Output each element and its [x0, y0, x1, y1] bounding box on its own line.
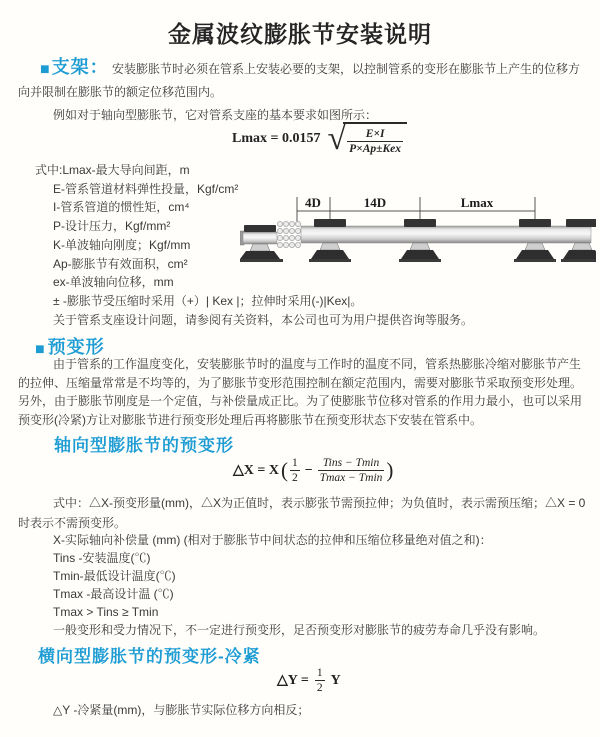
temp-fraction-denominator: Tmax − Tmin	[319, 472, 383, 485]
definition-line: ex-单波轴向位移，mm	[53, 275, 174, 290]
pipe-support-diagram	[240, 190, 596, 288]
transverse-subsection-heading: 横向型膨胀节的预变形-冷紧	[38, 647, 261, 666]
radical-sign: √	[327, 119, 347, 157]
definition-line: Tins -安装温度(℃)	[53, 551, 151, 566]
transverse-formula-rhs: Y	[330, 672, 341, 688]
definition-line: I-管系管道的惯性矩，cm⁴	[53, 200, 190, 215]
definition-line: Tmax > Tins ≥ Tmin	[53, 605, 159, 620]
minus-sign: −	[304, 462, 313, 478]
open-paren: (	[280, 458, 288, 483]
section-square-icon: ■	[35, 341, 46, 358]
support-section-heading: 支架：	[51, 57, 109, 77]
transverse-formula-lhs: △Y =	[277, 673, 309, 689]
predeform-paragraph: 由于管系的工作温度变化，安装膨胀节时的温度与工作时的温度不同，管系热膨胀冷缩对膨胀节产生的拉伸、压缩量常常是不均等的，为了膨胀节变形范围控制在额定范围内，需要对膨胀节采取预变形处理。另外，由于膨胀节刚度是一个定值，与补偿量成正比。为了使膨胀节位移对管系的作用力最小，也可以采用预变形(冷紧)方让对膨胀节进行预变形处理后再将膨胀节在预变形状态下安装在管系中。	[18, 357, 583, 427]
lmax-formula-denominator: P×Ap±Kex	[349, 143, 401, 156]
temp-fraction-numerator: Tins − Tmin	[322, 457, 380, 469]
page-title: 金属波纹膨胀节安装说明	[168, 21, 432, 47]
definition-line: 一般变形和受力情况下，不一定进行预变形，足否预变形对膨胀节的疲劳寿命几乎没有影响。	[53, 623, 546, 638]
axial-subsection-heading: 轴向型膨胀节的预变形	[54, 436, 234, 455]
half-numerator: 1	[291, 457, 298, 469]
dim-label-4d: 4D	[305, 195, 321, 210]
left-pipe-segment	[243, 232, 277, 244]
dim-label-lmax: Lmax	[460, 195, 494, 210]
radicand	[343, 122, 407, 157]
axial-formula	[233, 456, 395, 486]
lmax-formula-coefficient: Lmax = 0.0157	[232, 131, 321, 147]
axial-formula-lhs: △X = X	[233, 463, 279, 479]
definition-line: 关于管系支座设计问题，请参阅有关资料，本公司也可为用户提供咨询等服务。	[53, 312, 474, 327]
dim-label-14d: 14D	[363, 195, 387, 210]
definition-line: Ap-膨胀节有效面积，cm²	[53, 256, 188, 271]
support-intro-paragraph	[18, 56, 585, 103]
definition-line: Tmax -最高设计温 (℃)	[53, 587, 174, 602]
lmax-formula-numerator: E×I	[365, 128, 385, 140]
lmax-formula	[232, 119, 407, 157]
half-numerator: 1	[316, 667, 323, 679]
axial-note-paragraph: 式中：△X-预变形量(mm)，△X为正值时，表示膨张节需预拉伸；为负值时，表示需预压缩；△X = 0时表示不需预变形。	[18, 496, 586, 530]
axial-definition-list	[53, 531, 545, 640]
definition-line: 式中:Lmax-最大导向间距，m	[35, 163, 190, 177]
bellows-icon	[277, 221, 300, 247]
definition-line: P-设计压力，Kgf/mm²	[53, 219, 171, 234]
section-square-icon: ■	[40, 61, 50, 78]
main-pipe	[301, 226, 591, 243]
transverse-note-line: △Y -冷紧量(mm)，与膨胀节实际位移方向相反；	[53, 703, 310, 717]
definition-line: ± -膨胀节受压缩时采用（+）| Kex |；拉伸时采用(-)|Kex|。	[53, 293, 363, 308]
transverse-formula	[277, 666, 341, 696]
close-paren: )	[386, 458, 394, 483]
support-intro-text: 安装膨胀节时必须在管系上安装必要的支架，以控制管系的变形在膨胀节上产生的位移方向并限制在膨胀节的额定位移范围内。	[18, 62, 581, 99]
predeform-heading-label: 预变形	[47, 337, 105, 357]
definition-line: E-管系管道材料弹性投量，Kgf/cm²	[53, 181, 239, 196]
half-denominator: 2	[316, 682, 323, 695]
definition-line: Tmin-最低设计温度(℃)	[53, 569, 176, 584]
half-denominator: 2	[291, 472, 298, 485]
definition-line: K-单波轴向刚度；Kgf/mm	[53, 237, 191, 252]
definition-line: X-实际轴向补偿量 (mm) (相对于膨胀节中间状态的拉伸和压缩位移量绝对值之和)：	[53, 533, 492, 547]
support-example-line: 例如对于轴向型膨胀节，它对管系支座的基本要求如图所示：	[53, 108, 378, 122]
